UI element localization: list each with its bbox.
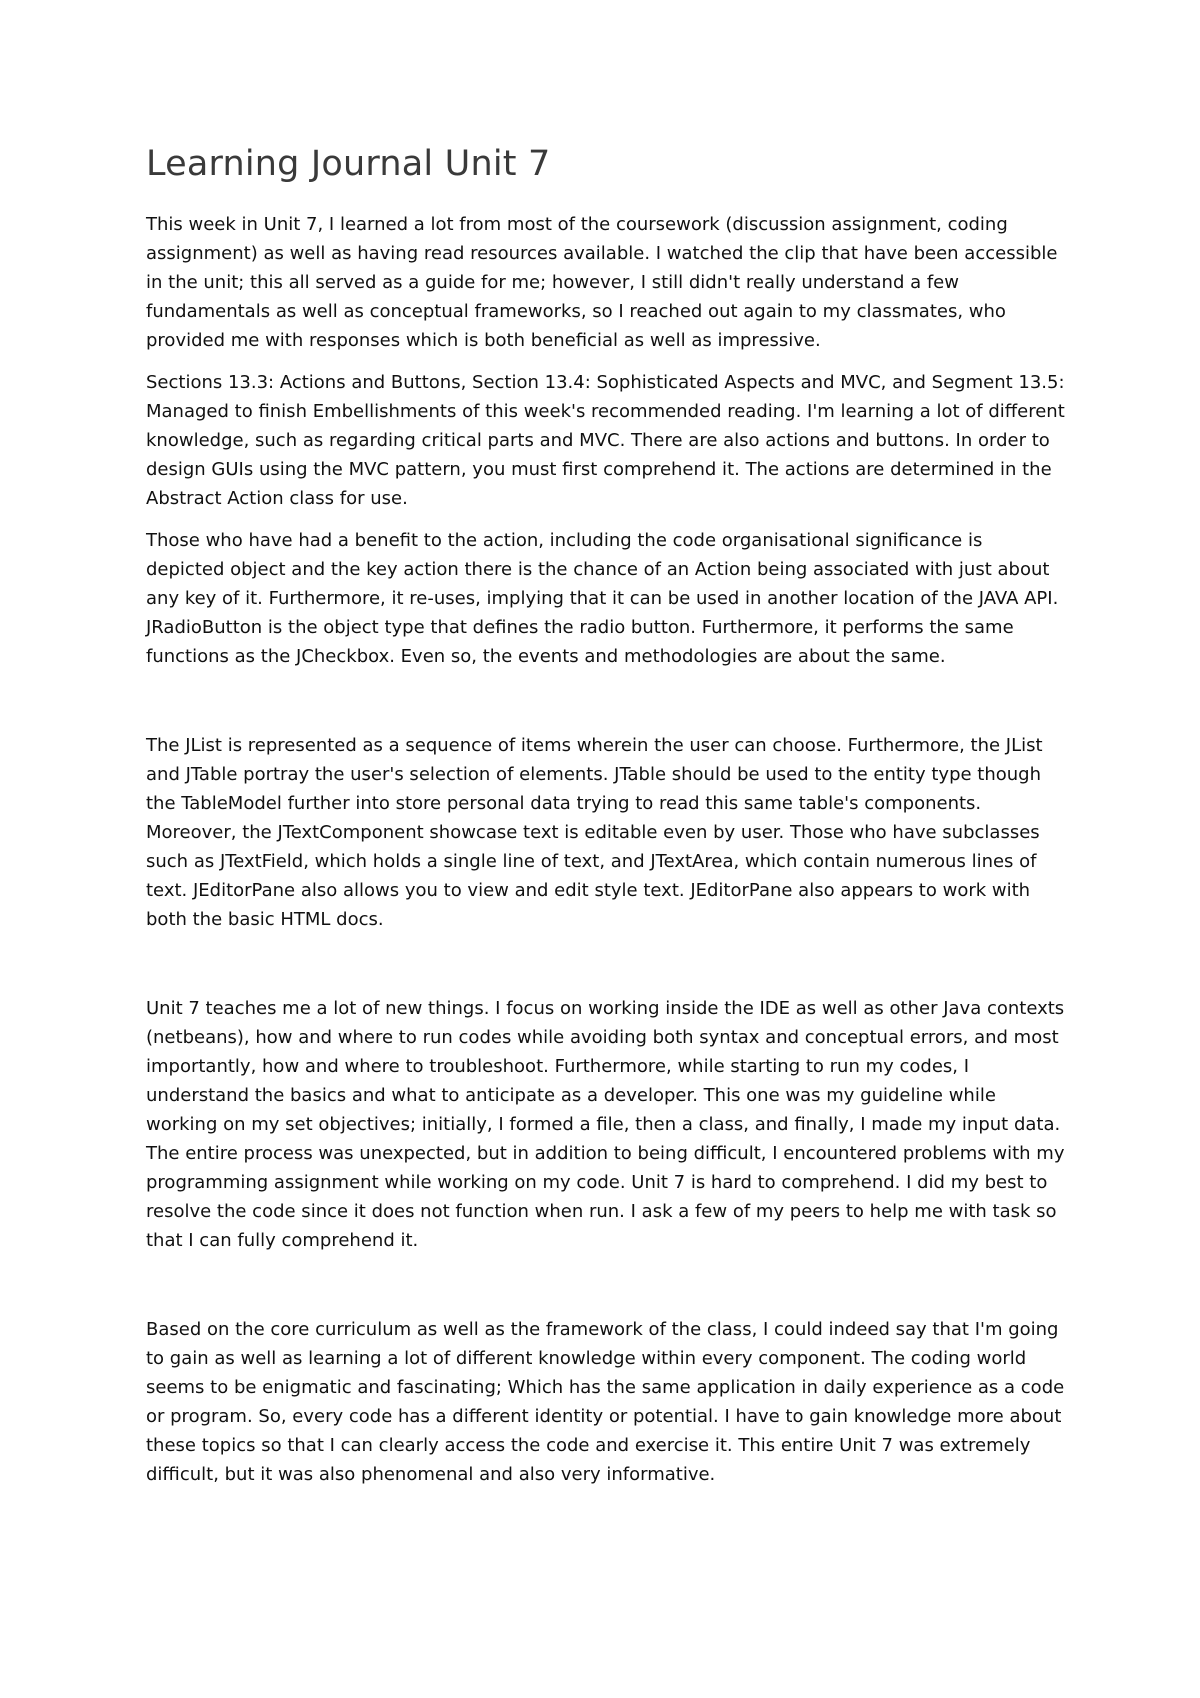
paragraph-ide-experience: Unit 7 teaches me a lot of new things. I focus on working inside the IDE as well as other Java contexts (netbeans), how and where to run codes while avoiding both syntax and conceptual errors, and most importantly, how and where to troubleshoot. Furthermore, while starting to run my codes, I understand the basics and what to anticipate as a developer. This one was my guideline while working on my set objectives; initially, I formed a file, then a class, and finally, I made my input data. The entire process was unexpected, but in addition to being difficult, I encountered problems with my programming assignment while working on my code. Unit 7 is hard to comprehend. I did my best to resolve the code since it does not function when run. I ask a few of my peers to help me with task so that I can fully comprehend it. — [146, 998, 1065, 1251]
paragraph-conclusion: Based on the core curriculum as well as the framework of the class, I could indeed say that I'm going to gain as well as learning a lot of different knowledge within every component. The coding world seems to be enigmatic and fascinating; Which has the same application in daily experience as a code or program. So, every code has a different identity or potential. I have to gain knowledge more about these topics so that I can clearly access the code and exercise it. This entire Unit 7 was extremely difficult, but it was also phenomenal and also very informative. — [146, 1319, 1065, 1485]
paragraph-jlist-jtable: The JList is represented as a sequence of items wherein the user can choose. Furthermore, the JList and JTable portray the user's selection of elements. JTable should be used to the entity type though the TableModel further into store personal data trying to read this same table's components. Moreover, the JTextComponent showcase text is editable even by user. Those who have subclasses such as JTextField, which holds a single line of text, and JTextArea, which contain numerous lines of text. JEditorPane also allows you to view and edit style text. JEditorPane also appears to work with both the basic HTML docs. — [146, 735, 1043, 930]
paragraph-sections-reading: Sections 13.3: Actions and Buttons, Section 13.4: Sophisticated Aspects and MVC, and Segment 13.5: Managed to finish Embellishments of this week's recommended reading. I'm learning a lot of different knowledge, such as regarding critical parts and MVC. There are also actions and buttons. In order to design GUIs using the MVC pattern, you must first comprehend it. The actions are determined in the Abstract Action class for use. — [146, 372, 1065, 509]
paragraph-actions-buttons: Those who have had a benefit to the action, including the code organisational significance is depicted object and the key action there is the chance of an Action being associated with just about any key of it. Furthermore, it re-uses, implying that it can be used in another location of the JAVA API. JRadioButton is the object type that defines the radio button. Furthermore, it performs the same functions as the JCheckbox. Even so, the events and methodologies are about the same. — [146, 530, 1059, 667]
page-title: Learning Journal Unit 7 — [146, 144, 551, 184]
paragraph-intro: This week in Unit 7, I learned a lot from most of the coursework (discussion assignment, coding assignment) as well as having read resources available. I watched the clip that have been accessible in the unit; this all served as a guide for me; however, I still didn't really understand a few fundamentals as well as conceptual frameworks, so I reached out again to my classmates, who provided me with responses which is both beneficial as well as impressive. — [146, 214, 1058, 351]
document-body — [146, 140, 1066, 1489]
